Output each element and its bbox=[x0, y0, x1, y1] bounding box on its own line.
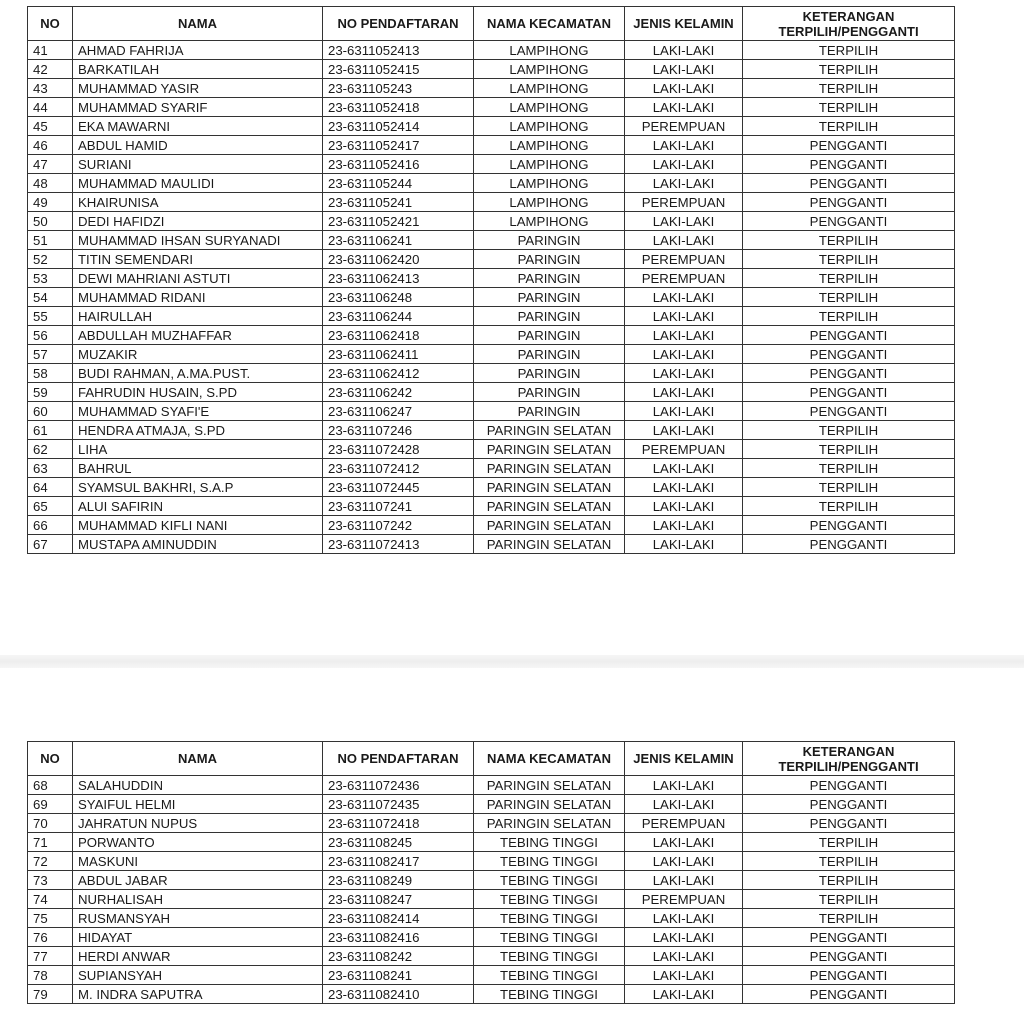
cell-nama: ABDUL HAMID bbox=[73, 136, 323, 155]
cell-no: 70 bbox=[28, 814, 73, 833]
table-row bbox=[28, 364, 955, 383]
cell-keterangan: PENGGANTI bbox=[743, 795, 955, 814]
cell-keterangan: PENGGANTI bbox=[743, 776, 955, 795]
cell-keterangan: PENGGANTI bbox=[743, 402, 955, 421]
cell-keterangan: PENGGANTI bbox=[743, 516, 955, 535]
cell-nama-kecamatan: LAMPIHONG bbox=[474, 98, 625, 117]
cell-nama: MUHAMMAD SYAFI'E bbox=[73, 402, 323, 421]
cell-no-pendaftaran: 23-6311082416 bbox=[323, 928, 474, 947]
header-keterangan bbox=[743, 742, 955, 776]
cell-keterangan: PENGGANTI bbox=[743, 814, 955, 833]
cell-keterangan: PENGGANTI bbox=[743, 212, 955, 231]
cell-keterangan: TERPILIH bbox=[743, 231, 955, 250]
header-nama: NAMA bbox=[73, 742, 323, 776]
table-row bbox=[28, 421, 955, 440]
cell-no-pendaftaran: 23-6311062411 bbox=[323, 345, 474, 364]
cell-no-pendaftaran: 23-631107246 bbox=[323, 421, 474, 440]
cell-nama: RUSMANSYAH bbox=[73, 909, 323, 928]
cell-keterangan: TERPILIH bbox=[743, 440, 955, 459]
cell-nama-kecamatan: LAMPIHONG bbox=[474, 60, 625, 79]
cell-jenis-kelamin: PEREMPUAN bbox=[625, 440, 743, 459]
table-row bbox=[28, 326, 955, 345]
cell-nama-kecamatan: PARINGIN bbox=[474, 345, 625, 364]
cell-jenis-kelamin: LAKI-LAKI bbox=[625, 833, 743, 852]
cell-nama-kecamatan: LAMPIHONG bbox=[474, 174, 625, 193]
cell-nama: AHMAD FAHRIJA bbox=[73, 41, 323, 60]
cell-no: 61 bbox=[28, 421, 73, 440]
cell-keterangan: TERPILIH bbox=[743, 98, 955, 117]
cell-nama: ABDULLAH MUZHAFFAR bbox=[73, 326, 323, 345]
cell-keterangan: TERPILIH bbox=[743, 41, 955, 60]
cell-jenis-kelamin: LAKI-LAKI bbox=[625, 174, 743, 193]
table-row bbox=[28, 60, 955, 79]
cell-jenis-kelamin: LAKI-LAKI bbox=[625, 852, 743, 871]
cell-nama-kecamatan: PARINGIN SELATAN bbox=[474, 535, 625, 554]
table-body bbox=[28, 41, 955, 554]
table-row bbox=[28, 345, 955, 364]
table-row bbox=[28, 117, 955, 136]
table-row bbox=[28, 269, 955, 288]
cell-no-pendaftaran: 23-6311052414 bbox=[323, 117, 474, 136]
cell-nama-kecamatan: LAMPIHONG bbox=[474, 41, 625, 60]
cell-jenis-kelamin: LAKI-LAKI bbox=[625, 326, 743, 345]
cell-no-pendaftaran: 23-631105244 bbox=[323, 174, 474, 193]
table-body bbox=[28, 776, 955, 1004]
cell-keterangan: PENGGANTI bbox=[743, 174, 955, 193]
cell-nama-kecamatan: PARINGIN bbox=[474, 250, 625, 269]
cell-jenis-kelamin: LAKI-LAKI bbox=[625, 98, 743, 117]
cell-nama-kecamatan: PARINGIN bbox=[474, 402, 625, 421]
cell-no: 42 bbox=[28, 60, 73, 79]
cell-jenis-kelamin: LAKI-LAKI bbox=[625, 402, 743, 421]
cell-no-pendaftaran: 23-631108247 bbox=[323, 890, 474, 909]
table-header-row bbox=[28, 742, 955, 776]
cell-nama-kecamatan: PARINGIN bbox=[474, 383, 625, 402]
cell-keterangan: TERPILIH bbox=[743, 909, 955, 928]
table-row bbox=[28, 174, 955, 193]
cell-keterangan: PENGGANTI bbox=[743, 966, 955, 985]
cell-nama: M. INDRA SAPUTRA bbox=[73, 985, 323, 1004]
cell-keterangan: TERPILIH bbox=[743, 269, 955, 288]
cell-nama-kecamatan: PARINGIN bbox=[474, 326, 625, 345]
cell-keterangan: TERPILIH bbox=[743, 288, 955, 307]
cell-jenis-kelamin: PEREMPUAN bbox=[625, 269, 743, 288]
cell-jenis-kelamin: LAKI-LAKI bbox=[625, 60, 743, 79]
cell-jenis-kelamin: LAKI-LAKI bbox=[625, 345, 743, 364]
cell-no-pendaftaran: 23-631105241 bbox=[323, 193, 474, 212]
cell-no: 43 bbox=[28, 79, 73, 98]
table-row bbox=[28, 814, 955, 833]
cell-nama-kecamatan: PARINGIN bbox=[474, 288, 625, 307]
cell-jenis-kelamin: PEREMPUAN bbox=[625, 117, 743, 136]
table-row bbox=[28, 250, 955, 269]
cell-jenis-kelamin: LAKI-LAKI bbox=[625, 155, 743, 174]
page-separator bbox=[0, 655, 1024, 668]
table-row bbox=[28, 966, 955, 985]
cell-nama: ABDUL JABAR bbox=[73, 871, 323, 890]
cell-no: 48 bbox=[28, 174, 73, 193]
header-nama: NAMA bbox=[73, 7, 323, 41]
header-keterangan-line1: KETERANGAN bbox=[802, 8, 895, 24]
cell-nama: EKA MAWARNI bbox=[73, 117, 323, 136]
cell-nama: ALUI SAFIRIN bbox=[73, 497, 323, 516]
cell-no-pendaftaran: 23-631108242 bbox=[323, 947, 474, 966]
cell-jenis-kelamin: LAKI-LAKI bbox=[625, 535, 743, 554]
cell-jenis-kelamin: LAKI-LAKI bbox=[625, 966, 743, 985]
cell-nama: LIHA bbox=[73, 440, 323, 459]
cell-nama: BARKATILAH bbox=[73, 60, 323, 79]
cell-jenis-kelamin: LAKI-LAKI bbox=[625, 795, 743, 814]
cell-keterangan: PENGGANTI bbox=[743, 928, 955, 947]
cell-nama-kecamatan: PARINGIN SELATAN bbox=[474, 516, 625, 535]
cell-nama-kecamatan: TEBING TINGGI bbox=[474, 871, 625, 890]
cell-nama: HAIRULLAH bbox=[73, 307, 323, 326]
header-no-pendaftaran: NO PENDAFTARAN bbox=[323, 742, 474, 776]
header-keterangan-line2: TERPILIH/PENGGANTI bbox=[778, 758, 919, 774]
cell-nama-kecamatan: LAMPIHONG bbox=[474, 193, 625, 212]
cell-keterangan: PENGGANTI bbox=[743, 947, 955, 966]
cell-keterangan: TERPILIH bbox=[743, 307, 955, 326]
table-row bbox=[28, 909, 955, 928]
cell-nama: MUSTAPA AMINUDDIN bbox=[73, 535, 323, 554]
cell-keterangan: TERPILIH bbox=[743, 833, 955, 852]
cell-nama-kecamatan: TEBING TINGGI bbox=[474, 928, 625, 947]
header-no: NO bbox=[28, 7, 73, 41]
cell-keterangan: TERPILIH bbox=[743, 60, 955, 79]
cell-nama-kecamatan: PARINGIN bbox=[474, 269, 625, 288]
cell-jenis-kelamin: LAKI-LAKI bbox=[625, 231, 743, 250]
cell-keterangan: PENGGANTI bbox=[743, 136, 955, 155]
cell-no: 67 bbox=[28, 535, 73, 554]
cell-no-pendaftaran: 23-6311072413 bbox=[323, 535, 474, 554]
cell-jenis-kelamin: PEREMPUAN bbox=[625, 890, 743, 909]
cell-nama: DEWI MAHRIANI ASTUTI bbox=[73, 269, 323, 288]
cell-no-pendaftaran: 23-6311072445 bbox=[323, 478, 474, 497]
header-nama-kecamatan: NAMA KECAMATAN bbox=[474, 7, 625, 41]
table-row bbox=[28, 776, 955, 795]
table-row bbox=[28, 212, 955, 231]
cell-nama: SYAIFUL HELMI bbox=[73, 795, 323, 814]
cell-no: 73 bbox=[28, 871, 73, 890]
cell-jenis-kelamin: LAKI-LAKI bbox=[625, 516, 743, 535]
cell-no-pendaftaran: 23-6311082417 bbox=[323, 852, 474, 871]
cell-nama: MUHAMMAD IHSAN SURYANADI bbox=[73, 231, 323, 250]
cell-no-pendaftaran: 23-6311052421 bbox=[323, 212, 474, 231]
cell-no: 74 bbox=[28, 890, 73, 909]
table-row bbox=[28, 136, 955, 155]
cell-no-pendaftaran: 23-6311052416 bbox=[323, 155, 474, 174]
cell-keterangan: TERPILIH bbox=[743, 250, 955, 269]
cell-no-pendaftaran: 23-6311072436 bbox=[323, 776, 474, 795]
cell-nama: DEDI HAFIDZI bbox=[73, 212, 323, 231]
cell-no: 50 bbox=[28, 212, 73, 231]
cell-nama: FAHRUDIN HUSAIN, S.PD bbox=[73, 383, 323, 402]
table-row bbox=[28, 155, 955, 174]
cell-jenis-kelamin: LAKI-LAKI bbox=[625, 871, 743, 890]
cell-keterangan: PENGGANTI bbox=[743, 193, 955, 212]
cell-no-pendaftaran: 23-631106242 bbox=[323, 383, 474, 402]
cell-nama: PORWANTO bbox=[73, 833, 323, 852]
table-row bbox=[28, 497, 955, 516]
cell-no-pendaftaran: 23-6311072435 bbox=[323, 795, 474, 814]
cell-no: 58 bbox=[28, 364, 73, 383]
table-row bbox=[28, 193, 955, 212]
cell-no-pendaftaran: 23-6311072418 bbox=[323, 814, 474, 833]
cell-no: 52 bbox=[28, 250, 73, 269]
cell-no: 66 bbox=[28, 516, 73, 535]
cell-nama: MUHAMMAD YASIR bbox=[73, 79, 323, 98]
cell-jenis-kelamin: LAKI-LAKI bbox=[625, 985, 743, 1004]
cell-jenis-kelamin: LAKI-LAKI bbox=[625, 212, 743, 231]
cell-no-pendaftaran: 23-6311062420 bbox=[323, 250, 474, 269]
cell-jenis-kelamin: LAKI-LAKI bbox=[625, 478, 743, 497]
header-jenis-kelamin: JENIS KELAMIN bbox=[625, 7, 743, 41]
cell-no-pendaftaran: 23-6311052417 bbox=[323, 136, 474, 155]
table-row bbox=[28, 535, 955, 554]
cell-jenis-kelamin: PEREMPUAN bbox=[625, 193, 743, 212]
cell-jenis-kelamin: LAKI-LAKI bbox=[625, 383, 743, 402]
cell-no-pendaftaran: 23-631107242 bbox=[323, 516, 474, 535]
cell-no: 68 bbox=[28, 776, 73, 795]
header-no-pendaftaran: NO PENDAFTARAN bbox=[323, 7, 474, 41]
cell-keterangan: TERPILIH bbox=[743, 497, 955, 516]
cell-keterangan: TERPILIH bbox=[743, 117, 955, 136]
table-row bbox=[28, 478, 955, 497]
table-row bbox=[28, 98, 955, 117]
cell-jenis-kelamin: LAKI-LAKI bbox=[625, 307, 743, 326]
cell-nama: MASKUNI bbox=[73, 852, 323, 871]
cell-nama: BUDI RAHMAN, A.MA.PUST. bbox=[73, 364, 323, 383]
cell-nama: BAHRUL bbox=[73, 459, 323, 478]
cell-nama: SURIANI bbox=[73, 155, 323, 174]
cell-no-pendaftaran: 23-631106247 bbox=[323, 402, 474, 421]
table-row bbox=[28, 871, 955, 890]
cell-no-pendaftaran: 23-631108245 bbox=[323, 833, 474, 852]
cell-nama: MUHAMMAD SYARIF bbox=[73, 98, 323, 117]
cell-no-pendaftaran: 23-6311062412 bbox=[323, 364, 474, 383]
document-page-2 bbox=[0, 668, 1024, 1024]
cell-keterangan: TERPILIH bbox=[743, 852, 955, 871]
cell-nama: NURHALISAH bbox=[73, 890, 323, 909]
cell-no: 54 bbox=[28, 288, 73, 307]
cell-nama-kecamatan: LAMPIHONG bbox=[474, 212, 625, 231]
cell-jenis-kelamin: LAKI-LAKI bbox=[625, 364, 743, 383]
cell-no: 63 bbox=[28, 459, 73, 478]
cell-no: 75 bbox=[28, 909, 73, 928]
cell-jenis-kelamin: LAKI-LAKI bbox=[625, 776, 743, 795]
table-row bbox=[28, 795, 955, 814]
cell-nama: HIDAYAT bbox=[73, 928, 323, 947]
table-row bbox=[28, 833, 955, 852]
cell-nama-kecamatan: LAMPIHONG bbox=[474, 117, 625, 136]
cell-keterangan: TERPILIH bbox=[743, 459, 955, 478]
cell-keterangan: PENGGANTI bbox=[743, 364, 955, 383]
cell-no: 64 bbox=[28, 478, 73, 497]
table-row bbox=[28, 231, 955, 250]
cell-no: 41 bbox=[28, 41, 73, 60]
cell-keterangan: TERPILIH bbox=[743, 421, 955, 440]
header-nama-kecamatan: NAMA KECAMATAN bbox=[474, 742, 625, 776]
table-row bbox=[28, 890, 955, 909]
table-row bbox=[28, 985, 955, 1004]
table-row bbox=[28, 41, 955, 60]
cell-nama: MUZAKIR bbox=[73, 345, 323, 364]
table-row bbox=[28, 288, 955, 307]
cell-jenis-kelamin: PEREMPUAN bbox=[625, 814, 743, 833]
cell-no: 69 bbox=[28, 795, 73, 814]
cell-no-pendaftaran: 23-6311072412 bbox=[323, 459, 474, 478]
cell-jenis-kelamin: LAKI-LAKI bbox=[625, 909, 743, 928]
cell-nama-kecamatan: PARINGIN SELATAN bbox=[474, 497, 625, 516]
cell-jenis-kelamin: LAKI-LAKI bbox=[625, 459, 743, 478]
cell-nama-kecamatan: TEBING TINGGI bbox=[474, 833, 625, 852]
header-keterangan-line2: TERPILIH/PENGGANTI bbox=[778, 23, 919, 39]
cell-nama-kecamatan: TEBING TINGGI bbox=[474, 852, 625, 871]
cell-no: 53 bbox=[28, 269, 73, 288]
results-table-page-2 bbox=[27, 741, 955, 1004]
cell-no: 47 bbox=[28, 155, 73, 174]
cell-no: 62 bbox=[28, 440, 73, 459]
cell-no: 65 bbox=[28, 497, 73, 516]
cell-no-pendaftaran: 23-6311062413 bbox=[323, 269, 474, 288]
table-row bbox=[28, 928, 955, 947]
cell-nama-kecamatan: TEBING TINGGI bbox=[474, 947, 625, 966]
table-row bbox=[28, 459, 955, 478]
cell-no: 51 bbox=[28, 231, 73, 250]
cell-no-pendaftaran: 23-6311052413 bbox=[323, 41, 474, 60]
cell-nama-kecamatan: PARINGIN bbox=[474, 231, 625, 250]
cell-keterangan: TERPILIH bbox=[743, 79, 955, 98]
table-row bbox=[28, 307, 955, 326]
cell-no-pendaftaran: 23-631106241 bbox=[323, 231, 474, 250]
cell-no: 76 bbox=[28, 928, 73, 947]
cell-jenis-kelamin: LAKI-LAKI bbox=[625, 421, 743, 440]
cell-no: 46 bbox=[28, 136, 73, 155]
cell-keterangan: PENGGANTI bbox=[743, 155, 955, 174]
cell-keterangan: PENGGANTI bbox=[743, 985, 955, 1004]
cell-nama: HERDI ANWAR bbox=[73, 947, 323, 966]
cell-jenis-kelamin: LAKI-LAKI bbox=[625, 41, 743, 60]
cell-nama: SYAMSUL BAKHRI, S.A.P bbox=[73, 478, 323, 497]
cell-no: 79 bbox=[28, 985, 73, 1004]
cell-no-pendaftaran: 23-6311062418 bbox=[323, 326, 474, 345]
cell-no: 55 bbox=[28, 307, 73, 326]
cell-no-pendaftaran: 23-631107241 bbox=[323, 497, 474, 516]
header-jenis-kelamin: JENIS KELAMIN bbox=[625, 742, 743, 776]
cell-nama: HENDRA ATMAJA, S.PD bbox=[73, 421, 323, 440]
cell-no: 49 bbox=[28, 193, 73, 212]
header-keterangan bbox=[743, 7, 955, 41]
cell-jenis-kelamin: PEREMPUAN bbox=[625, 250, 743, 269]
cell-nama-kecamatan: PARINGIN SELATAN bbox=[474, 795, 625, 814]
header-no: NO bbox=[28, 742, 73, 776]
results-table-page-1 bbox=[27, 6, 955, 554]
cell-no: 78 bbox=[28, 966, 73, 985]
cell-nama-kecamatan: PARINGIN SELATAN bbox=[474, 421, 625, 440]
cell-nama: JAHRATUN NUPUS bbox=[73, 814, 323, 833]
cell-nama-kecamatan: TEBING TINGGI bbox=[474, 985, 625, 1004]
table-row bbox=[28, 516, 955, 535]
table-row bbox=[28, 947, 955, 966]
cell-jenis-kelamin: LAKI-LAKI bbox=[625, 288, 743, 307]
cell-nama-kecamatan: PARINGIN bbox=[474, 307, 625, 326]
cell-keterangan: TERPILIH bbox=[743, 871, 955, 890]
cell-no: 60 bbox=[28, 402, 73, 421]
cell-nama: MUHAMMAD RIDANI bbox=[73, 288, 323, 307]
cell-no: 56 bbox=[28, 326, 73, 345]
cell-no: 45 bbox=[28, 117, 73, 136]
cell-jenis-kelamin: LAKI-LAKI bbox=[625, 79, 743, 98]
cell-no-pendaftaran: 23-631105243 bbox=[323, 79, 474, 98]
cell-jenis-kelamin: LAKI-LAKI bbox=[625, 928, 743, 947]
header-keterangan-line1: KETERANGAN bbox=[802, 743, 895, 759]
cell-nama: KHAIRUNISA bbox=[73, 193, 323, 212]
cell-nama-kecamatan: PARINGIN SELATAN bbox=[474, 814, 625, 833]
cell-nama-kecamatan: PARINGIN SELATAN bbox=[474, 459, 625, 478]
cell-nama-kecamatan: PARINGIN SELATAN bbox=[474, 440, 625, 459]
cell-keterangan: TERPILIH bbox=[743, 478, 955, 497]
cell-no: 57 bbox=[28, 345, 73, 364]
cell-keterangan: PENGGANTI bbox=[743, 535, 955, 554]
cell-nama: MUHAMMAD KIFLI NANI bbox=[73, 516, 323, 535]
cell-nama: SALAHUDDIN bbox=[73, 776, 323, 795]
cell-nama-kecamatan: PARINGIN SELATAN bbox=[474, 478, 625, 497]
cell-jenis-kelamin: LAKI-LAKI bbox=[625, 947, 743, 966]
table-row bbox=[28, 440, 955, 459]
cell-no: 71 bbox=[28, 833, 73, 852]
cell-no-pendaftaran: 23-6311072428 bbox=[323, 440, 474, 459]
cell-keterangan: PENGGANTI bbox=[743, 383, 955, 402]
table-row bbox=[28, 383, 955, 402]
cell-nama-kecamatan: PARINGIN SELATAN bbox=[474, 776, 625, 795]
cell-no-pendaftaran: 23-631108249 bbox=[323, 871, 474, 890]
cell-keterangan: TERPILIH bbox=[743, 890, 955, 909]
table-row bbox=[28, 402, 955, 421]
cell-nama: TITIN SEMENDARI bbox=[73, 250, 323, 269]
cell-nama-kecamatan: LAMPIHONG bbox=[474, 155, 625, 174]
cell-nama-kecamatan: LAMPIHONG bbox=[474, 136, 625, 155]
cell-no-pendaftaran: 23-6311052418 bbox=[323, 98, 474, 117]
cell-keterangan: PENGGANTI bbox=[743, 345, 955, 364]
cell-nama: SUPIANSYAH bbox=[73, 966, 323, 985]
cell-no-pendaftaran: 23-6311082410 bbox=[323, 985, 474, 1004]
cell-nama-kecamatan: TEBING TINGGI bbox=[474, 890, 625, 909]
cell-jenis-kelamin: LAKI-LAKI bbox=[625, 497, 743, 516]
cell-nama: MUHAMMAD MAULIDI bbox=[73, 174, 323, 193]
cell-no-pendaftaran: 23-6311082414 bbox=[323, 909, 474, 928]
cell-no: 72 bbox=[28, 852, 73, 871]
cell-no: 77 bbox=[28, 947, 73, 966]
cell-nama-kecamatan: LAMPIHONG bbox=[474, 79, 625, 98]
cell-no-pendaftaran: 23-6311052415 bbox=[323, 60, 474, 79]
cell-nama-kecamatan: TEBING TINGGI bbox=[474, 909, 625, 928]
table-row bbox=[28, 852, 955, 871]
table-row bbox=[28, 79, 955, 98]
cell-nama-kecamatan: PARINGIN bbox=[474, 364, 625, 383]
cell-no-pendaftaran: 23-631108241 bbox=[323, 966, 474, 985]
table-header-row bbox=[28, 7, 955, 41]
cell-keterangan: PENGGANTI bbox=[743, 326, 955, 345]
cell-no: 59 bbox=[28, 383, 73, 402]
cell-no: 44 bbox=[28, 98, 73, 117]
cell-jenis-kelamin: LAKI-LAKI bbox=[625, 136, 743, 155]
cell-no-pendaftaran: 23-631106248 bbox=[323, 288, 474, 307]
cell-nama-kecamatan: TEBING TINGGI bbox=[474, 966, 625, 985]
cell-no-pendaftaran: 23-631106244 bbox=[323, 307, 474, 326]
